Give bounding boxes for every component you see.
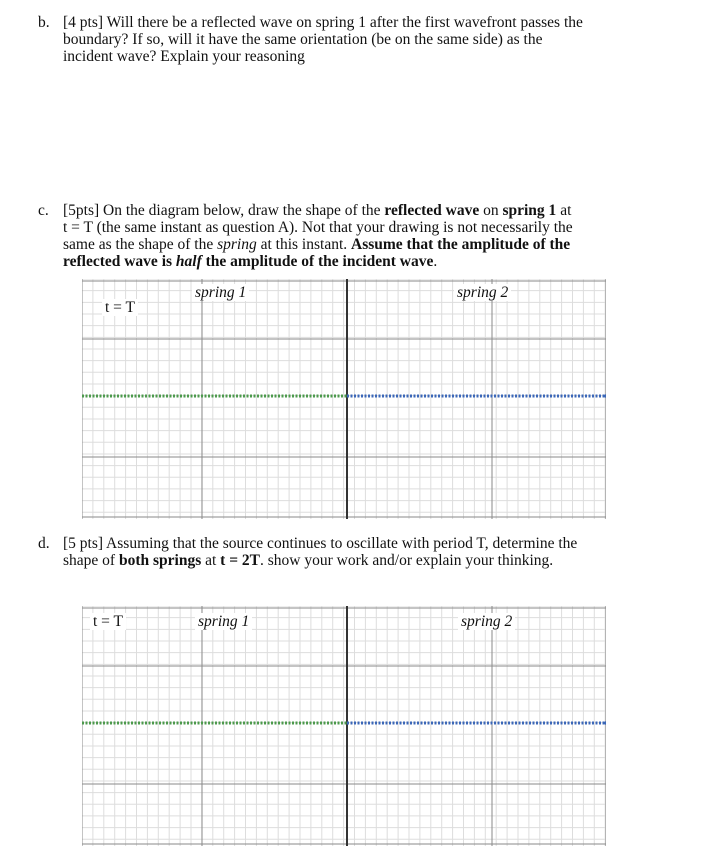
spring-1-label: spring 1 [195,613,252,630]
spring-2-label: spring 2 [458,613,515,630]
spring-1-label: spring 1 [192,284,249,301]
question-b-points: [4 pts] [63,14,104,31]
time-label: t = T [90,613,126,630]
spring-2-label: spring 2 [454,284,511,301]
spring-diagram-1[interactable] [82,279,606,519]
question-b-text: [4 pts] Will there be a reflected wave on spring 1 after the first wavefront passes the boundary? If so, will it have the same orientation (be on the same side) as the incident wave? Explain your reasoning [63,14,583,65]
question-c-label: c. [38,202,49,219]
diagram-grid [82,279,606,519]
question-d-text: [5 pts] Assuming that the source continues to oscillate with period T, determine the shape of both springs at t = 2T. show your work and/or explain your thinking. [63,535,578,569]
question-b-label: b. [38,14,50,31]
question-d-label: d. [38,535,50,552]
time-label: t = T [102,299,138,316]
spring-diagram-2[interactable] [82,606,606,846]
question-c-text: [5pts] On the diagram below, draw the shape of the reflected wave on spring 1 at t = T (the same instant as question A). Not that your drawing is not necessarily the same as the shape of the spring at this instant. Assume that the amplitude of the reflected wave is half the amplitude of the incident wave. [63,202,573,270]
diagram-grid [82,606,606,846]
